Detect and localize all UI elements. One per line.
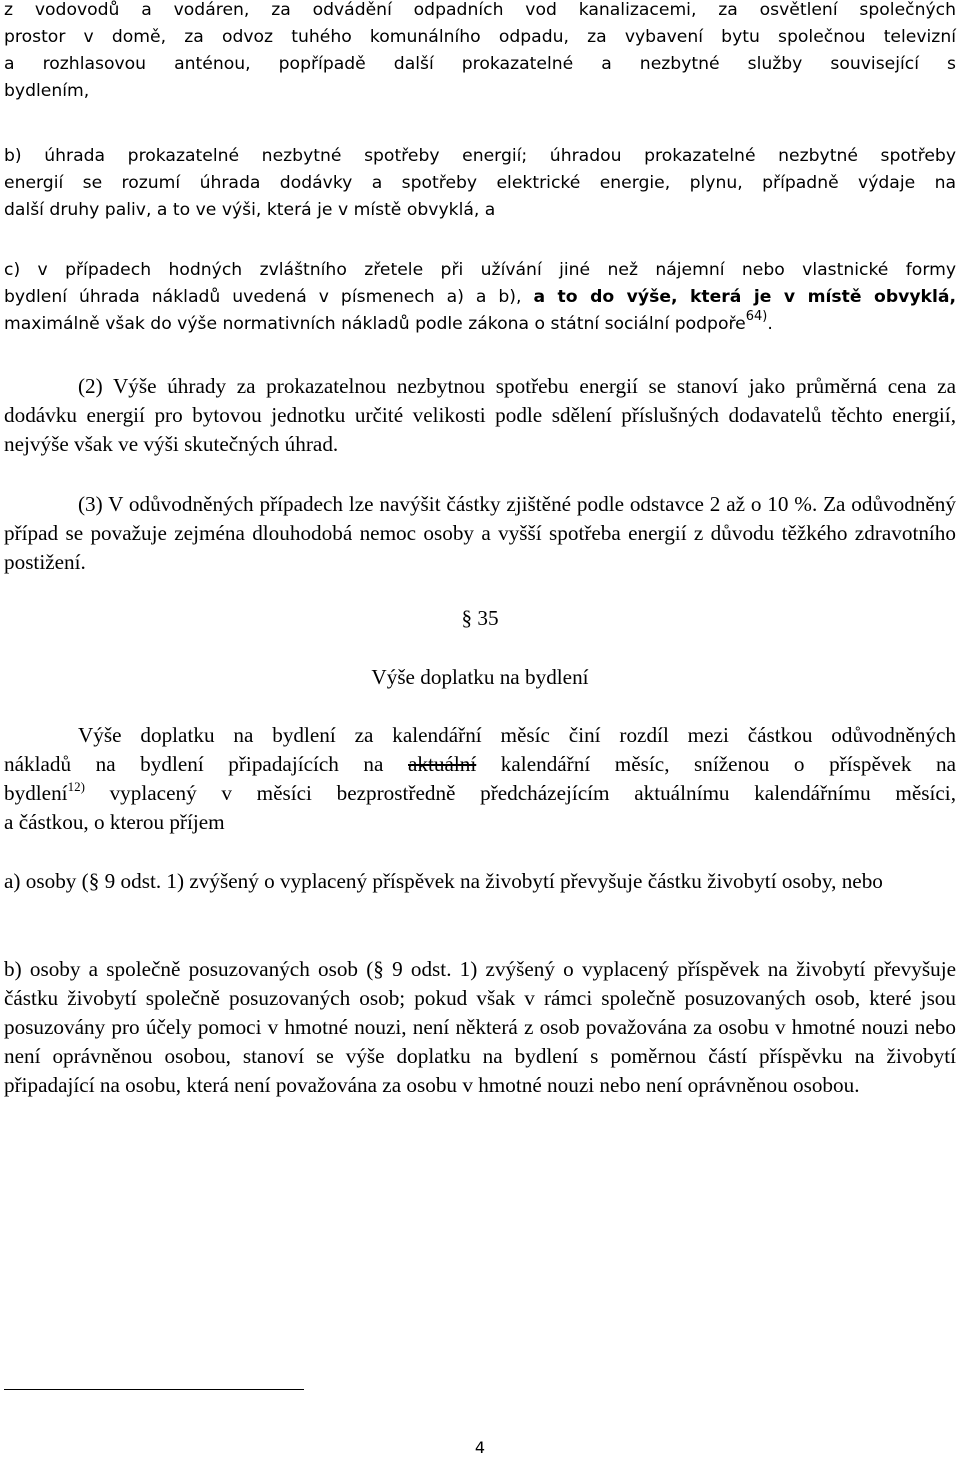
text-line: a rozhlasovou anténou, popřípadě další prokazatelné a nezbytné služby související s: [4, 54, 956, 74]
text-line: energií se rozumí úhrada dodávky a spotřeby elektrické energie, plynu, případně výdaje na: [4, 173, 956, 193]
text-bold: a to do výše, která je v místě obvyklá,: [533, 287, 956, 307]
text-line: c) v případech hodných zvláštního zřetele při užívání jiné než nájemní nebo vlastnické formy: [4, 260, 956, 280]
text-normal: maximálně však do výše normativních nákladů podle zákona o státní sociální podpoře: [4, 314, 746, 334]
item-c-paragraph: [4, 257, 956, 338]
footnote-ref: 64): [745, 309, 768, 324]
text-line: a částkou, o kterou příjem: [4, 810, 225, 834]
footnote-ref: 12): [67, 779, 85, 794]
text-normal: .: [767, 314, 773, 334]
text-normal: vyplacený v měsíci bezprostředně předcházejícím aktuálnímu kalendářnímu měsíci,: [84, 781, 956, 805]
text-line: prostor v domě, za odvoz tuhého komunálního odpadu, za vybavení bytu společnou televizní: [4, 27, 956, 47]
paragraph-3: (3) V odůvodněných případech lze navýšit částky zjištěné podle odstavce 2 až o 10 %. Za odůvodněný případ se považuje zejména dlouhodobá nemoc osoby a vyšší spotřeba energií z důvodu těžkého zdravotního postižení.: [4, 492, 956, 574]
text-line: [4, 750, 956, 779]
text-normal: bydlení úhrada nákladů uvedená v písmenech a) a b),: [4, 287, 534, 307]
item-a-paragraph: a) osoby (§ 9 odst. 1) zvýšený o vyplacený příspěvek na živobytí převyšuje částku živobytí osoby, nebo: [4, 869, 883, 893]
text-normal: nákladů na bydlení připadajících na: [4, 752, 408, 776]
section-main-paragraph: [4, 721, 956, 837]
text-line: Výše doplatku na bydlení za kalendářní měsíc činí rozdíl mezi částkou odůvodněných: [78, 723, 956, 747]
text-line: [4, 779, 956, 808]
section-number: § 35: [461, 606, 499, 630]
text-normal: bydlení: [4, 781, 68, 805]
text-line: bydlením,: [4, 81, 90, 101]
text-normal: kalendářní měsíc, sníženou o příspěvek na: [476, 752, 956, 776]
item-b-long-paragraph: b) osoby a společně posuzovaných osob (§ 9 odst. 1) zvýšený o vyplacený příspěvek na živobytí převyšuje částku živobytí společně posuzovaných osob; pokud však v rámci společně posuzovaných osob, které jsou posuzovány pro účely pomoci v hmotné nouzi, není některá z osob považována za osobu v hmotné nouzi nebo není oprávněnou osobou, stanoví se výše doplatku na bydlení s poměrnou částí příspěvku na živobytí připadající na osobu, která není považována za osobu v hmotné nouzi nebo není oprávněnou osobou.: [4, 957, 956, 1097]
footnote-divider: [4, 1389, 304, 1390]
text-line: další druhy paliv, a to ve výši, která je v místě obvyklá, a: [4, 200, 496, 220]
section-title: Výše doplatku na bydlení: [371, 665, 589, 689]
text-line: b) úhrada prokazatelné nezbytné spotřeby energií; úhradou prokazatelné nezbytné spotřeby: [4, 146, 956, 166]
item-b-paragraph: [4, 143, 956, 224]
paragraph-2: (2) Výše úhrady za prokazatelnou nezbytnou spotřebu energií se stanoví jako průměrná cena za dodávku energií pro bytovou jednotku určité velikosti podle sdělení příslušných dodavatelů těchto energií, nejvýše však ve výši skutečných úhrad.: [4, 374, 956, 456]
text-line: [4, 311, 956, 338]
struck-text: aktuální: [408, 752, 477, 776]
text-line: z vodovodů a vodáren, za odvádění odpadních vod kanalizacemi, za osvětlení společných: [4, 0, 956, 20]
page-number: 4: [474, 1438, 486, 1457]
continuation-paragraph: [4, 0, 956, 105]
text-line: [4, 284, 956, 311]
